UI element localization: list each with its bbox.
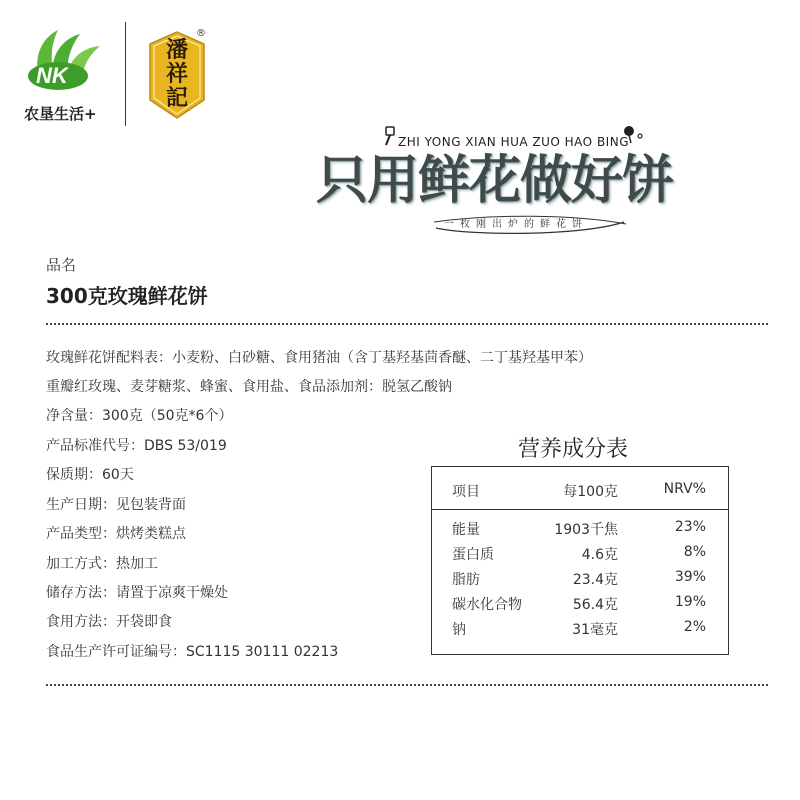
slogan-pinyin: ZHI YONG XIAN HUA ZUO HAO BING: [398, 135, 629, 149]
panxiang-brand-name: 潘祥記: [165, 37, 188, 111]
product-name: 300克玫瑰鲜花饼: [46, 284, 208, 308]
usage-method: 食用方法：开袋即食: [46, 614, 172, 630]
flower-icon: [622, 124, 646, 144]
production-date: 生产日期：见包装背面: [46, 497, 186, 513]
nongken-logo: [24, 26, 104, 92]
nutrition-row-value: 1903千焦: [554, 522, 618, 538]
registered-mark: ®: [196, 28, 206, 39]
slogan-title: 只用鲜花做好饼: [316, 150, 674, 211]
spatula-icon: [382, 126, 398, 146]
nutrition-header-item: 项目: [452, 484, 480, 500]
nutrition-row-value: 56.4克: [572, 597, 618, 613]
nutrition-header-per100g: 每100克: [563, 484, 618, 500]
nutrition-row-nrv: 8%: [683, 544, 706, 560]
product-name-label: 品名: [46, 256, 77, 274]
nutrition-title: 营养成分表: [518, 437, 629, 462]
nutrition-row-value: 23.4克: [572, 572, 618, 588]
process-method: 加工方式：热加工: [46, 556, 158, 572]
nutrition-row-value: 31毫克: [572, 622, 618, 638]
nutrition-row-nrv: 23%: [674, 519, 706, 535]
ingredients-line-1: 玫瑰鲜花饼配料表：小麦粉、白砂糖、食用猪油（含丁基羟基茴香醚、二丁基羟基甲苯）: [46, 350, 592, 366]
product-type: 产品类型：烘烤类糕点: [46, 526, 186, 542]
nutrition-row-item: 蛋白质: [452, 547, 494, 563]
slogan-subtitle: 一枚刚出炉的鲜花饼: [444, 219, 588, 230]
nutrition-row-item: 碳水化合物: [452, 597, 522, 613]
header-divider: [125, 22, 126, 126]
nutrition-row-item: 能量: [452, 522, 480, 538]
shelf-life: 保质期：60天: [46, 467, 134, 483]
nutrition-row-value: 4.6克: [581, 547, 618, 563]
dotted-divider: [46, 684, 768, 686]
nutrition-row-nrv: 39%: [674, 569, 706, 585]
dotted-divider: [46, 323, 768, 325]
nutrition-row-item: 脂肪: [452, 572, 480, 588]
nutrition-row-nrv: 19%: [674, 594, 706, 610]
nutrition-row-item: 钠: [452, 622, 466, 638]
ingredients-line-2: 重瓣红玫瑰、麦芽糖浆、蜂蜜、食用盐、食品添加剂：脱氢乙酸钠: [46, 379, 452, 395]
storage-method: 储存方法：请置于凉爽干燥处: [46, 585, 228, 601]
license-number: 食品生产许可证编号：SC1115 30111 02213: [46, 644, 339, 660]
nutrition-header-divider: [431, 509, 729, 510]
nongken-brand-name: 农垦生活+: [24, 105, 97, 123]
svg-text:NK: NK: [36, 63, 68, 88]
nutrition-header-nrv: NRV%: [663, 481, 706, 497]
nutrition-row-nrv: 2%: [683, 619, 706, 635]
standard-code: 产品标准代号：DBS 53/019: [46, 438, 227, 454]
net-content: 净含量：300克（50克*6个）: [46, 408, 233, 424]
